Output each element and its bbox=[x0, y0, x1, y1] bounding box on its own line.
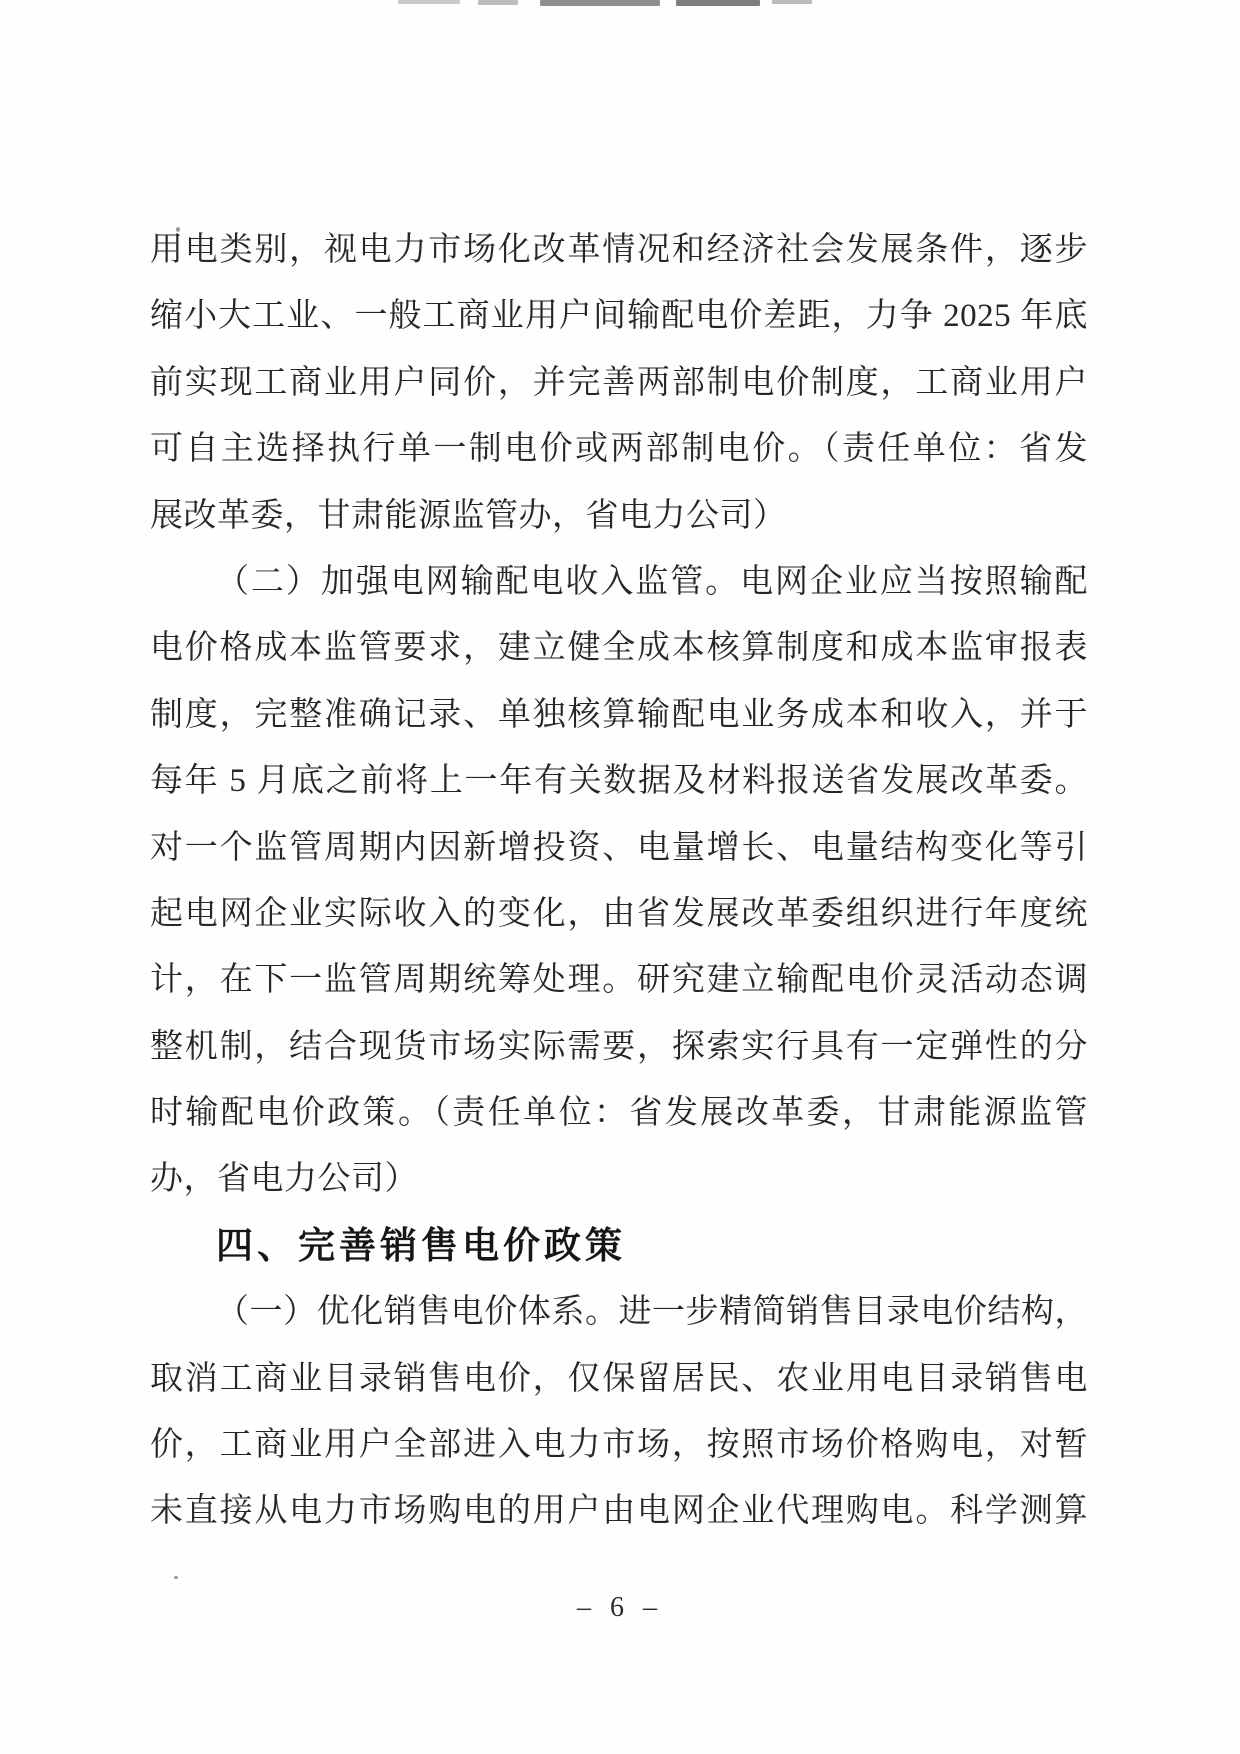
scan-artifact-top bbox=[0, 0, 1240, 8]
body-line: （一）优化销售电价体系。进一步精简销售目录电价结构， bbox=[216, 1294, 1088, 1331]
body-line: 计，在下一监管周期统筹处理。研究建立输配电价灵活动态调 bbox=[150, 962, 1088, 999]
section-heading: 四、完善销售电价政策 bbox=[216, 1224, 626, 1266]
body-line: 电价格成本监管要求，建立健全成本核算制度和成本监审报表 bbox=[150, 630, 1088, 667]
body-line: 对一个监管周期内因新增投资、电量增长、电量结构变化等引 bbox=[150, 829, 1088, 866]
body-line: 缩小大工业、一般工商业用户间输配电价差距，力争 2025 年底 bbox=[150, 298, 1088, 335]
body-line: 未直接从电力市场购电的用户由电网企业代理购电。科学测算 bbox=[150, 1493, 1088, 1530]
body-line: 用电类别，视电力市场化改革情况和经济社会发展条件，逐步 bbox=[150, 232, 1088, 268]
body-line: （二）加强电网输配电收入监管。电网企业应当按照输配 bbox=[216, 563, 1088, 600]
body-line: 整机制，结合现货市场实际需要，探索实行具有一定弹性的分 bbox=[150, 1028, 1088, 1065]
body-line: 制度，完整准确记录、单独核算输配电业务成本和收入，并于 bbox=[150, 696, 1088, 733]
body-line: 起电网企业实际收入的变化，由省发展改革委组织进行年度统 bbox=[150, 895, 1088, 932]
body-line: 取消工商业目录销售电价，仅保留居民、农业用电目录销售电 bbox=[150, 1360, 1088, 1397]
body-line: 前实现工商业用户同价，并完善两部制电价制度，工商业用户 bbox=[150, 364, 1088, 401]
body-line: 展改革委，甘肃能源监管办，省电力公司） bbox=[150, 497, 787, 534]
body-line: 时输配电价政策。（责任单位：省发展改革委，甘肃能源监管 bbox=[150, 1095, 1088, 1132]
body-line: 每年 5 月底之前将上一年有关数据及材料报送省发展改革委。 bbox=[150, 763, 1088, 800]
page-number: – 6 – bbox=[577, 1592, 663, 1623]
body-line: 可自主选择执行单一制电价或两部制电价。（责任单位：省发 bbox=[150, 431, 1088, 468]
scan-speck bbox=[174, 1576, 178, 1579]
body-line: 办，省电力公司） bbox=[150, 1161, 418, 1198]
document-body bbox=[150, 217, 1088, 1545]
body-line: 价，工商业用户全部进入电力市场，按照市场价格购电，对暂 bbox=[150, 1427, 1088, 1464]
